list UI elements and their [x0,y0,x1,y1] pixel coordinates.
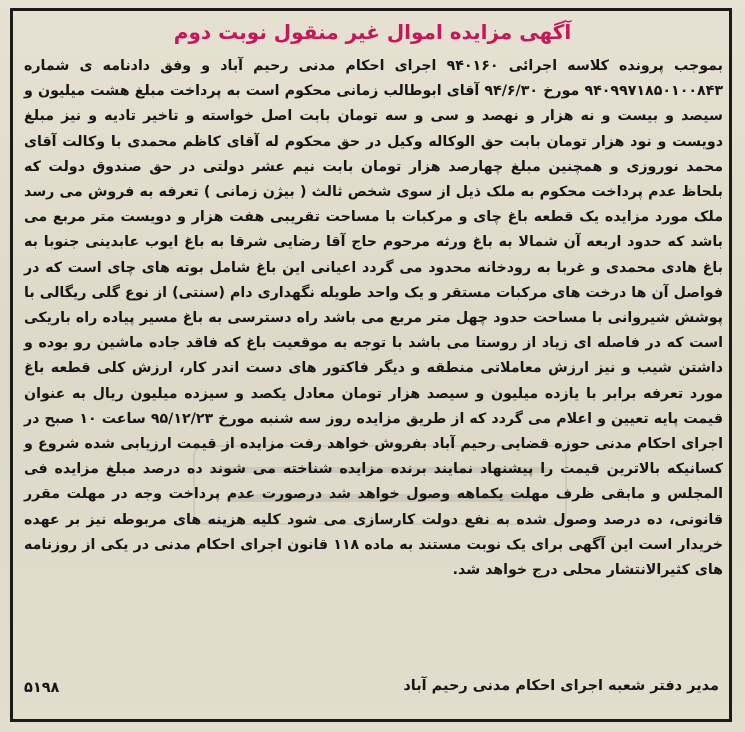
signature-line: مدیر دفتر شعبه اجرای احکام مدنی رحیم آباد [403,678,719,694]
ad-code: ۵۱۹۸ [24,680,60,696]
notice-body: بموجب پرونده کلاسه اجرائی ۹۴۰۱۶۰ اجرای احکام مدنی رحیم آباد و وفق دادنامه ی شماره ۹۴۰۹۹۷۱۸۵۰۱۰۰۸۴۳ مورخ ۹۴/۶/۳۰ آقای ابوطالب زمانی محکوم است به پرداخت مبلغ هشت میلیون و سیصد و بیست و نه هزار و نهصد و سی و سه تومان بابت اصل خواسته و تاخیر تادیه و نیز مبلغ دویست و نود هزار تومان بابت حق الوکاله وکیل در حق محکوم له آقای کاظم محمدی با وکالت آقای محمد نوروزی و همچنین مبلغ چهارصد هزار تومان بابت نیم عشر دولتی در حق صندوق دولت که بلحاظ عدم پرداخت محکوم به ملک ذیل از سوی شخص ثالث ( بیژن زمانی ) تعرفه به فروش می رسد ملک مورد مزایده یک قطعه باغ چای و مرکبات با مساحت تقریبی هفت هزار و دویست متر مربع می باشد که حدود اربعه آن شمالا به باغ ورثه مرحوم حاج آقا رضایی شرقا به باغ ایوب عابدینی جنوبا به باغ هادی محمدی و غربا به رودخانه محدود می گردد اعیانی این باغ شامل بوته های چای است که در فواصل آن ها درخت های مرکبات مستقر و یک واحد طویله نگهداری دام (سنتی) از نوع گلی ریگالی با پوشش شیروانی با مساحت حدود چهل متر مربع می باشد راه دسترسی به باغ مسیر پیاده راه باریکی است که در فاصله ای زیاد از روستا می باشد با توجه به موقعیت باغ که فاقد جاده ماشین رو بوده و داشتن شیب و نیز ارزش معاملاتی منطقه و دیگر فاکتور های دست اندر کار، ارزش کلی قطعه باغ مورد تعرفه برابر با یازده میلیون و سیصد هزار تومان معادل یکصد و سیزده میلیون ریال به عنوان قیمت پایه تعیین و اعلام می گردد که از طریق مزایده روز سه شنبه مورخ ۹۵/۱۲/۲۳ ساعت ۱۰ صبح در اجرای احکام مدنی حوزه قضایی رحیم آباد بفروش خواهد رفت مزایده از قیمت ارزیابی شده شروع و کسانیکه بالاترین قیمت را پیشنهاد نمایند برنده مزایده شناخته می شوند ده درصد مبلغ مزایده فی المجلس و مابقی ظرف مهلت یکماهه وصول خواهد شد درصورت عدم پرداخت وجه در مهلت مقرر قانونی، ده درصد وصول شده به نفع دولت کارسازی می شود کلیه هزینه های مربوطه نیز بر عهده خریدار است این آگهی برای یک نوبت مستند به ماده ۱۱۸ قانون اجرای احکام مدنی در یکی از روزنامه های کثیرالانتشار محلی درج خواهد شد. [24,58,724,579]
notice-title: آگهی مزایده اموال غیر منقول نوبت دوم [173,20,572,44]
